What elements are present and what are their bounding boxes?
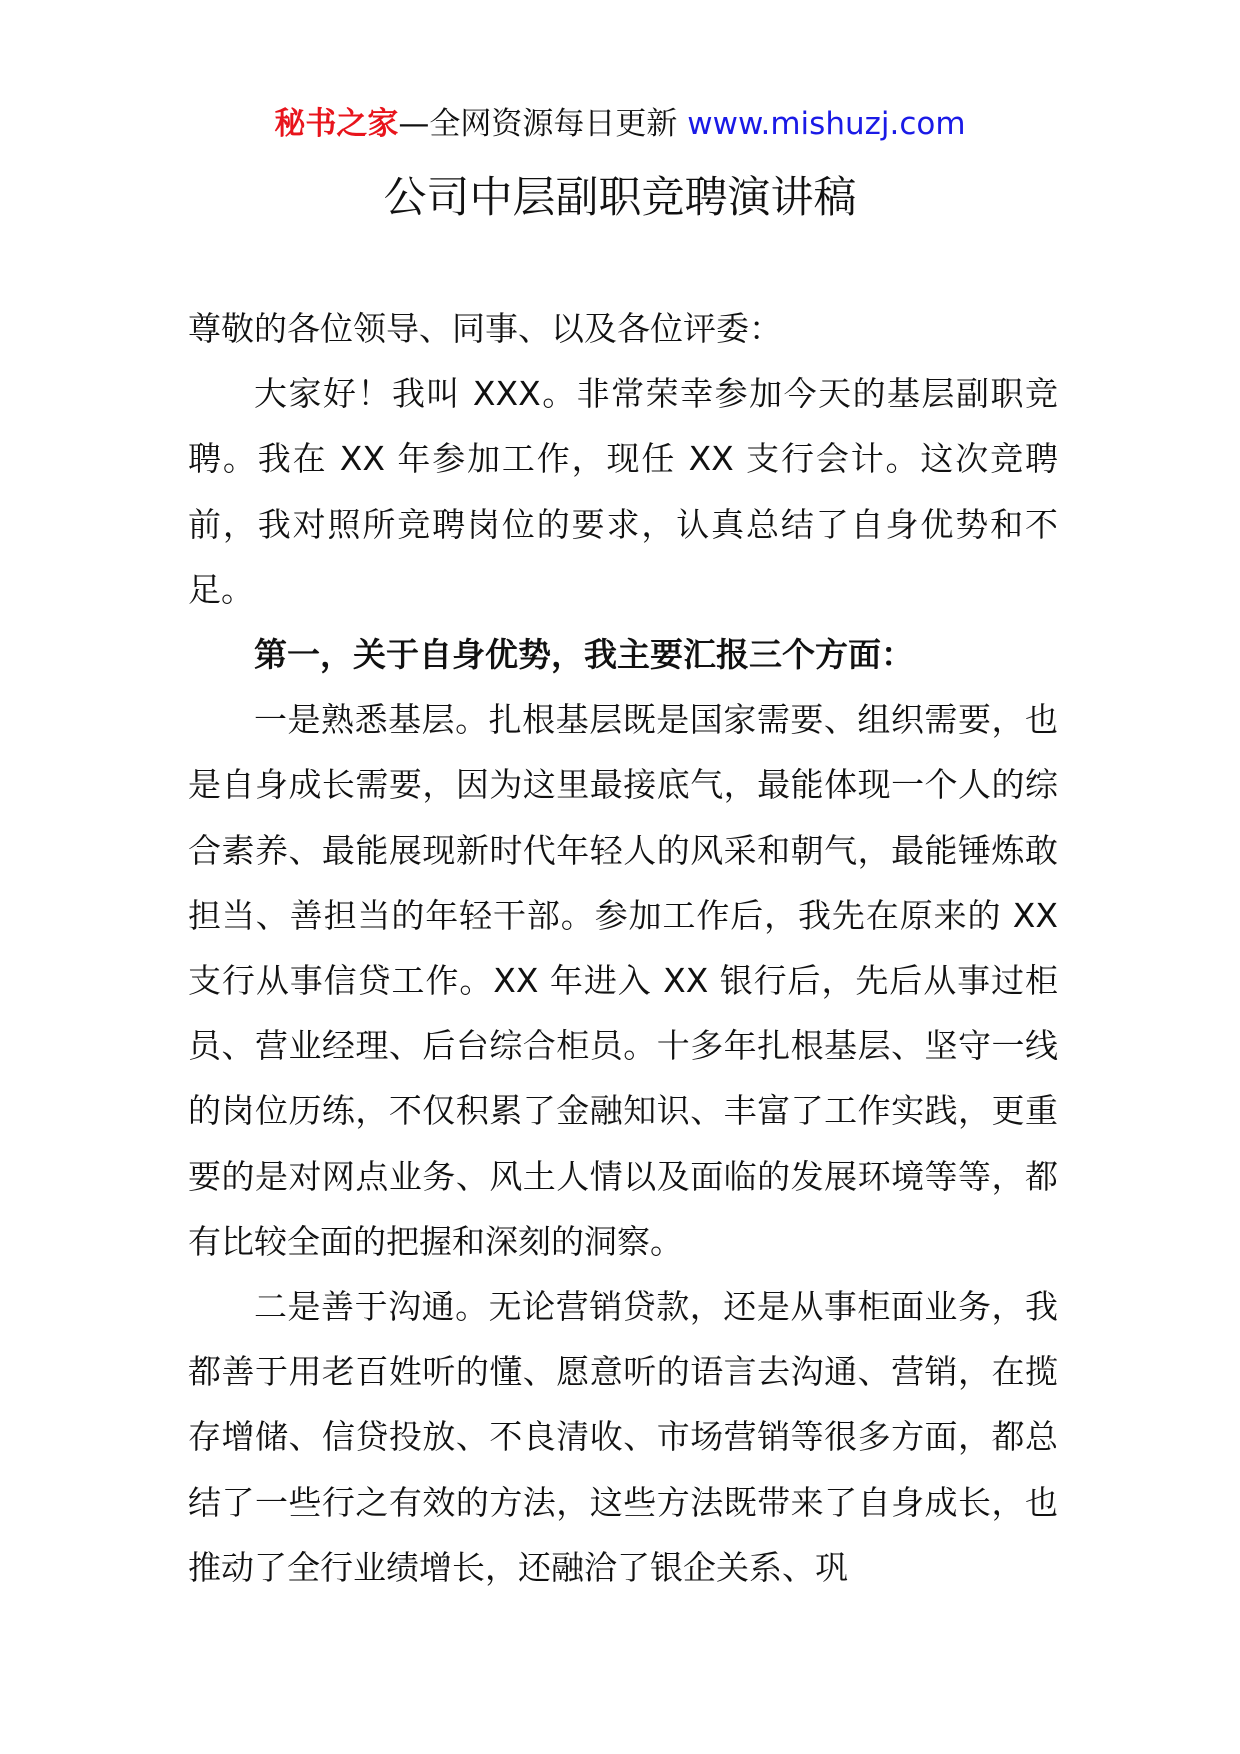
paragraph-point-one: 一是熟悉基层。扎根基层既是国家需要、组织需要，也是自身成长需要，因为这里最接底气，最能体现一个人的综合素养、最能展现新时代年轻人的风采和朝气，最能锤炼敢担当、善担当的年轻干部。参加工作后，我先在原来的 XX 支行从事信贷工作。XX 年进入 XX 银行后，先后从事过柜员、营业经理、后台综合柜员。十多年扎根基层、坚守一线的岗位历练，不仅积累了金融知识、丰富了工作实践，更重要的是对网点业务、风土人情以及面临的发展环境等等，都有比较全面的把握和深刻的洞察。	[188, 700, 1058, 1261]
paragraph-section-heading	[188, 622, 1058, 687]
site-url-link[interactable]: www.mishuzj.com	[687, 106, 966, 142]
document-body	[188, 296, 1058, 1600]
document-title: 公司中层副职竞聘演讲稿	[383, 173, 857, 223]
paragraph-point-two: 二是善于沟通。无论营销贷款，还是从事柜面业务，我都善于用老百姓听的懂、愿意听的语言去沟通、营销，在揽存增储、信贷投放、不良清收、市场营销等很多方面，都总结了一些行之有效的方法，这些方法既带来了自身成长，也推动了全行业绩增长，还融洽了银企关系、巩	[188, 1287, 1058, 1587]
greeting-line: 尊敬的各位领导、同事、以及各位评委：	[188, 309, 782, 348]
paragraph-intro: 大家好！我叫 XXX。非常荣幸参加今天的基层副职竞聘。我在 XX 年参加工作，现任 XX 支行会计。这次竞聘前，我对照所竞聘岗位的要求，认真总结了自身优势和不足。	[188, 374, 1058, 609]
site-header	[0, 104, 1240, 144]
brand-name: 秘书之家	[274, 106, 399, 142]
section-heading-text: 第一，关于自身优势，我主要汇报三个方面：	[254, 635, 914, 675]
header-tagline: —全网资源每日更新	[398, 106, 688, 142]
